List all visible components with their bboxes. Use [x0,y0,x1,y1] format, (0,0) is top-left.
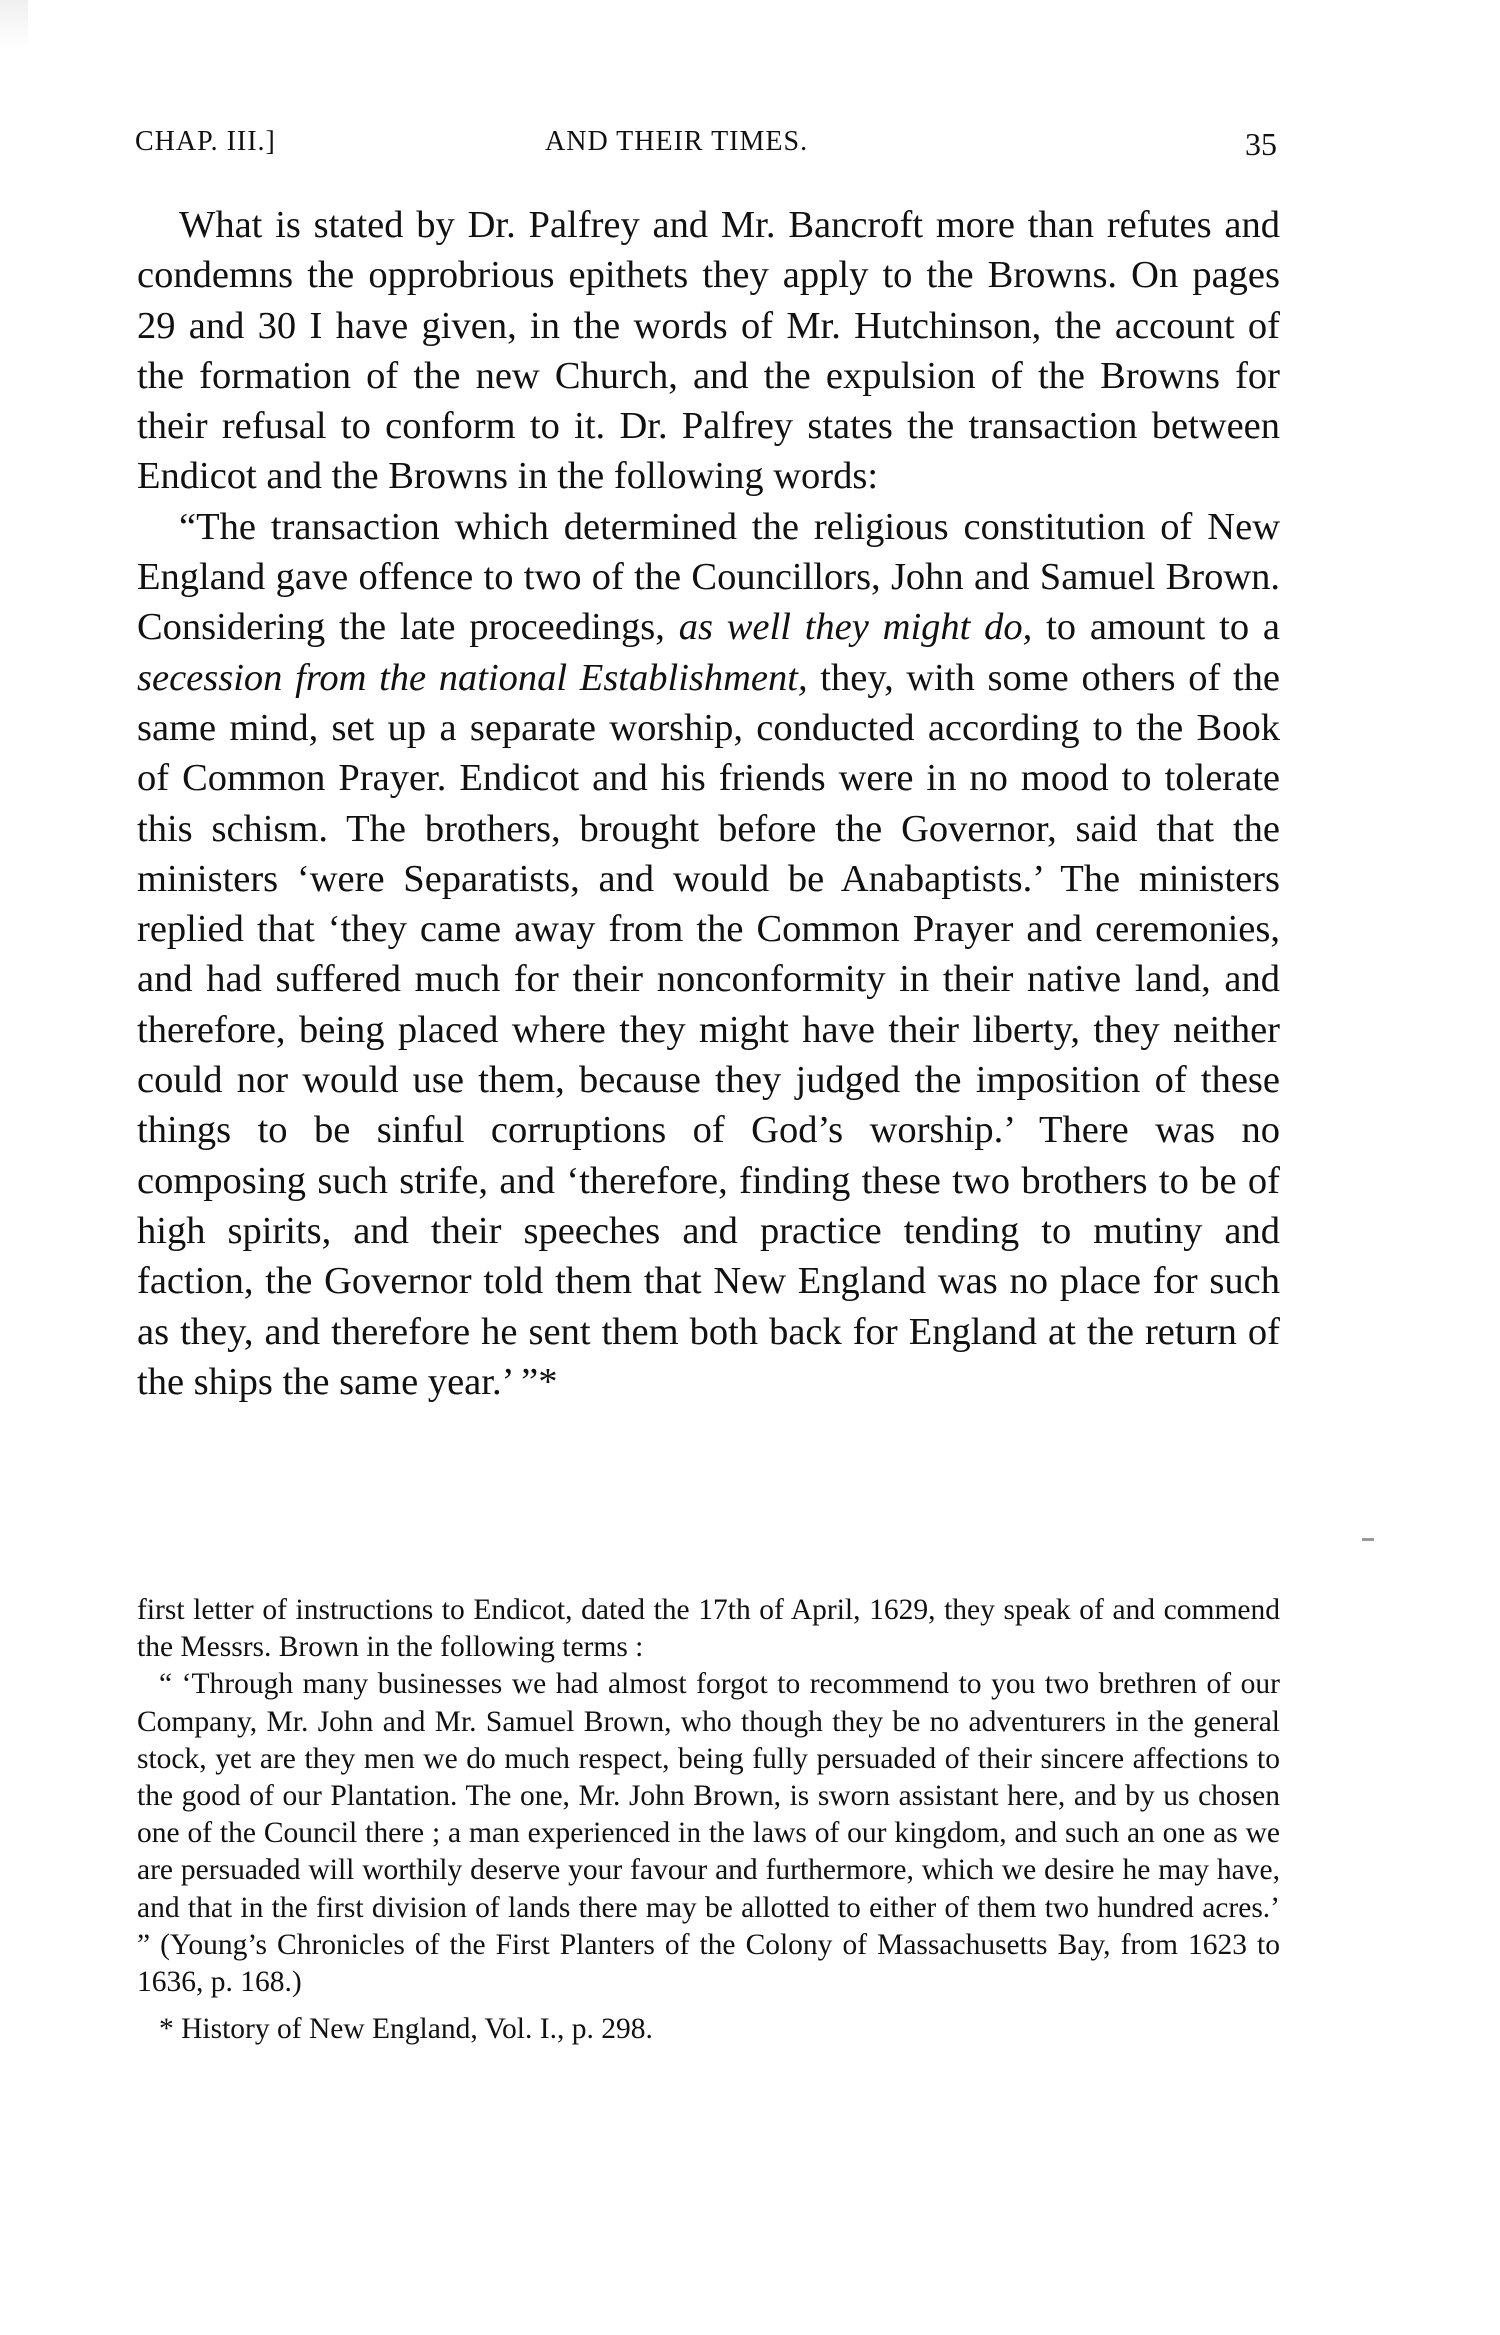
chapter-label: CHAP. III.] [135,126,276,157]
margin-mark [1362,1538,1374,1541]
running-header [135,126,1277,166]
running-title: AND THEIR TIMES. [545,126,809,157]
quote-part-2: to amount to a [1046,606,1280,649]
page-number: 35 [1245,126,1277,162]
footnote-quote: “ ‘Through many businesses we had almost forgot to recommend to you two brethren of our Company, Mr. John and Mr. Samuel Brown, who though they be no adventurers in the general stock, yet are they men we do much respect, being fully persuaded of their sincere affections to the good of our Plantation. The one, Mr. John Brown, is sworn assistant here, and by us chosen one of the Council there ; a man experienced in the laws of our kingdom, and such an one as we are persuaded will worthily deserve your favour and furthermore, which we desire he may have, and that in the first division of lands there may be allotted to either of them two hundred acres.’ ” (Young’s Chronicles of the First Planters of the Colony of Massachusetts Bay, from 1623 to 1636, p. 168.) [137,1668,1280,1999]
footnotes [137,1592,1280,2048]
main-text [137,200,1280,1407]
scan-artifact [0,0,28,50]
quote-part-1: “The transaction which determined the religious constitution of New England gave offence to two of the Councillors, John and Samuel Brown. Considering the late proceedings, [137,505,1280,649]
footnote-star: * History of New England, Vol. I., p. 298. [159,2013,653,2046]
footnote-continuation: first letter of instructions to Endicot, dated the 17th of April, 1629, they speak of and commend the Messrs. Brown in the following terms : [137,1594,1280,1664]
paragraph-intro: What is stated by Dr. Palfrey and Mr. Bancroft more than refutes and condemns the opprobrious epithets they apply to the Browns. On pages 29 and 30 I have given, in the words of Mr. Hutchinson, the account of the formation of the new Church, and the expulsion of the Browns for their refusal to conform to it. Dr. Palfrey states the transaction between Endicot and the Browns in the following words: [137,204,1280,498]
quote-part-3: they, with some others of the same mind, set up a separate worship, conducted according to the Book of Common Prayer. Endicot and his friends were in no mood to tolerate this schism. The brothers, brought before the Governor, said that the ministers ‘were Separatists, and would be Anabaptists.’ The ministers replied that ‘they came away from the Common Prayer and ceremonies, and had suffered much for their nonconformity in their native land, and therefore, being placed where they might have their liberty, they neither could nor would use them, because they judged the imposition of these things to be sinful corruptions of God’s worship.’ There was no composing such strife, and ‘therefore, finding these two brothers to be of high spirits, and their speeches and practice tending to mutiny and faction, the Governor told them that New England was no place for such as they, and therefore he sent them both back for England at the return of the ships the same year.’ ”* [137,656,1280,1403]
paragraph-quote [137,502,1280,1407]
quote-italic-1: as well they might do, [678,606,1033,649]
quote-italic-2: secession from the national Establishment, [137,656,808,699]
